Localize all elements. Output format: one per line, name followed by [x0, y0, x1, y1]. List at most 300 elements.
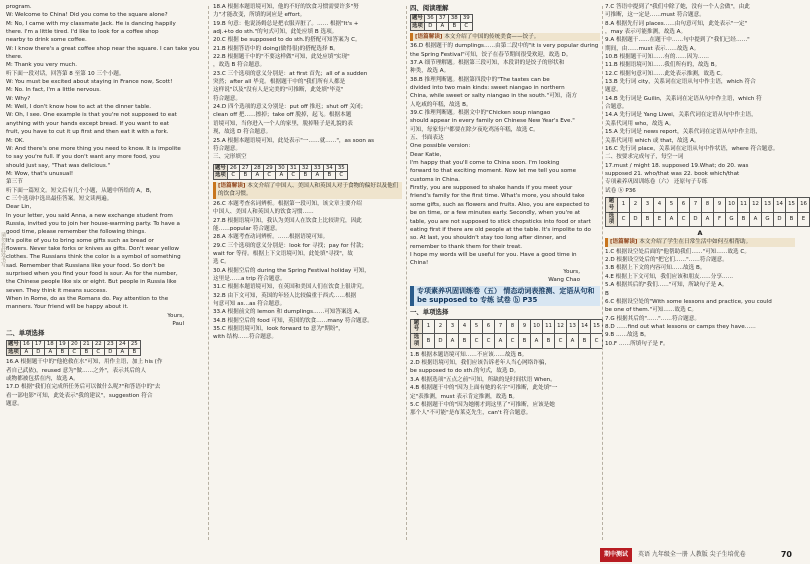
answer-cell: 21 [80, 340, 92, 348]
answer-cell: 16 [798, 197, 810, 212]
text-line: 17.D 根据"我们在完成所任务后可以做什么呢?"和答语中的"去 [6, 384, 161, 391]
answer-cell: C [618, 212, 630, 227]
text-line: manners. Your friend will be happy about it. [6, 304, 129, 311]
text-line: ，故选 B 符合题意。 [213, 62, 266, 69]
text-line: 三、完形填空 [213, 154, 247, 161]
text-line: 7.C 答语中提到了"我们中除了她，没有一个人会做"，由此 [605, 4, 750, 10]
text-line: 31.C 根据本题语境可知，在英国和美国人们在饮食上很讲究。 [213, 284, 368, 291]
answer-cell: 9 [519, 319, 531, 334]
answer-cell: D [435, 334, 447, 349]
footer-text: 英语 九年级全一册 人教版 尖子生培优卷 [637, 551, 746, 558]
answer-cell: 36 [424, 15, 436, 23]
answer-cell: 选项 [411, 334, 423, 349]
answer-cell: A [20, 348, 32, 356]
text-line: 13.B 先行词 city，关系词在定语从句中作主语，which 符合 [605, 79, 756, 86]
text-line: 期间，由……must 表示……故选 A。 [605, 45, 700, 52]
text-line: sad. Remember that Russians like your food. So don't be [6, 262, 165, 269]
text-line: should just say, "That was delicious." [6, 162, 111, 169]
answer-cell: 12 [750, 197, 762, 212]
answer-cell: C [471, 334, 483, 349]
answer-cell: 38 [448, 15, 460, 23]
text-line: 33.A 根据前文的 lemon 和 dumplings……可知答案选 A。 [213, 309, 364, 316]
answer-cell: 1 [618, 197, 630, 212]
text-line: 27.B 根据语境可知，我认为美国人在饮食上比较讲究，因此 [213, 217, 362, 224]
text-line: the Chinese people like six or eight. But people in Russia like [6, 279, 177, 286]
answer-cell: E [654, 212, 666, 227]
answer-cell: 4 [459, 319, 471, 334]
answer-cell: A [495, 334, 507, 349]
answer-cell: 3 [642, 197, 654, 212]
text-line: 11.B 根据语境可知……我们所有的，故选 B。 [605, 62, 721, 69]
answer-cell: B [239, 172, 251, 180]
text-line: W: Welcome to China! Did you come to the square alone? [6, 12, 168, 19]
answer-cell: 选项 [215, 172, 226, 179]
answer-cell: 30 [275, 164, 287, 172]
explanations [605, 248, 795, 348]
text-line: surprised when you find your food is sour. As for the number, [6, 271, 178, 277]
text-line: 5.C 根据题干中的"因为她刚才到这里了"可推断，应该是她 [410, 401, 555, 408]
answer-cell: D [424, 23, 436, 31]
answer-cell: 24 [116, 340, 128, 348]
answer-cell: A [251, 172, 263, 180]
answer-cell: 17 [32, 340, 44, 348]
column-3 [410, 3, 600, 418]
passage-note [213, 182, 402, 199]
text-line: 可知，每家每户都要在除夕夜吃鸡汤年糕，故选 C。 [410, 126, 539, 133]
text-line: 能……popular 符合题意。 [213, 225, 281, 232]
text-line: 14.B 先行词是 Guilin，关系词在定语从句中作主语，which 符 [605, 95, 762, 102]
text-line: 1.B 根据本题语境可知……不应该……故选 B。 [410, 351, 528, 358]
explanations [410, 351, 600, 418]
note-label: [语篇解读] [610, 239, 638, 246]
text-line: clean off 把……擦掉；take off 脱掉，起飞。根据本题 [213, 112, 352, 119]
column-divider [602, 6, 603, 540]
answer-cell: A [116, 348, 128, 356]
answer-cell: A [275, 172, 287, 180]
text-line: 37.A 细节理解题。根据第三段可知，本段讲的是饺子的形状和 [410, 59, 565, 66]
text-line: M: No. In fact, I'm a little nervous. [6, 87, 101, 94]
answer-cell: 7 [690, 197, 702, 212]
text-line: 句意可知 as…as 符合题意。 [213, 300, 286, 307]
text-line: wait for 等待。根据上下文语境可知，此处填"寻找"，故 [213, 250, 354, 257]
answer-cell: 题号 [215, 164, 226, 171]
answer-cell: 10 [531, 319, 543, 334]
answer-cell: A [567, 334, 579, 349]
text-line: ，may 表示可能推测，故选 A。 [605, 29, 687, 36]
answer-cell: 15 [786, 197, 798, 212]
text-line: 5.A 根据其后的"我们……"可知，所缺句子是 A。 [605, 282, 728, 289]
text-line: 35.C 根据语境可知，look forward to 意为"期盼"， [213, 325, 344, 332]
text-line: 14.A 先行词是 Yang Liwei，关系代词在定语从句中作主语， [605, 112, 757, 119]
text-line: seven. They think it means success. [6, 287, 108, 294]
text-line: so. At last, you shouldn't stay too long after dinner, and [410, 235, 567, 242]
explanations [605, 3, 795, 187]
answer-cell: 14 [774, 197, 786, 212]
explanations [6, 358, 204, 408]
answer-cell: B [423, 334, 435, 349]
text-line: adj.+to do sth."的句式可知，此处应填 B 选项。 [213, 29, 338, 36]
letter-sign-off: Yours, [167, 312, 184, 319]
answer-cell: C [68, 348, 80, 356]
text-line: M: Wow, that's unusual! [6, 170, 74, 177]
text-line: remember to thank them for their treat. [410, 243, 523, 250]
text-line: 现，故选 D 符合题意。 [213, 129, 272, 136]
answer-cell: A [531, 334, 543, 349]
text-line: Dear Katie, [410, 151, 442, 158]
text-line: 10.B 根据题干可知……有的……因为…… [605, 54, 710, 61]
text-line: should appear in every family on Chinese New Year's Eve." [410, 118, 575, 125]
text-line: 4.E 根据上下文可知，我们应该和朋友……分享…… [605, 273, 734, 280]
answer-cell: C [263, 172, 275, 180]
answer-cell: A [702, 212, 714, 227]
answer-cell: 11 [738, 197, 750, 212]
answer-cell: C [483, 334, 495, 349]
listening-transcript [6, 3, 204, 312]
answer-cell: C [287, 172, 299, 180]
note-text: 本文介绍了学生在日常生活中如何互相帮助。 [639, 239, 752, 246]
text-line: One possible version: [410, 143, 471, 150]
text-line: 28.A 本题考查动词辨析。……根据语境可知。 [213, 234, 329, 241]
column-divider [208, 6, 209, 540]
answer-cell: E [798, 212, 810, 227]
text-line: customs in China. [410, 176, 460, 183]
text-line: 24.D 四个选项的意义分别是：put off 推迟；shut off 关闭； [213, 104, 367, 111]
text-line: 9.B ……故选 B。 [605, 332, 650, 339]
text-line: W: You must be excited about staying in France now, Scott! [6, 79, 173, 86]
letter-sign-off: Yours, [563, 268, 580, 275]
answer-cell: D [690, 212, 702, 227]
answer-cell: C [460, 23, 472, 31]
answer-cell: A [311, 172, 323, 180]
banner-ref: 试卷 ⓑ P35 [496, 296, 538, 305]
text-line: 五、书面表达 [410, 135, 444, 142]
text-line: 26.C 本题考查名词辨析。根据第一段可知，该文章主要介绍 [213, 200, 362, 207]
answer-cell: C [92, 348, 104, 356]
text-line: 25.A 根据本题语境可知，此处表示"一……就……"，as soon as [213, 137, 375, 144]
text-line: 39.C 推理判断题。根据文中的"Chicken soup niangao [410, 110, 551, 117]
text-line: China! [410, 260, 429, 267]
text-line: 23.C 三个选项的意义分别是：at first 首先；all of a sudden [213, 70, 368, 77]
text-line: 力"才能改变，所填的词应是 effort。 [213, 12, 306, 19]
answer-cell: 28 [251, 164, 263, 172]
column-2 [213, 3, 402, 342]
text-line: 人吃咸的年糕，故选 B。 [410, 101, 472, 108]
answer-cell: B [56, 348, 68, 356]
note-label: [语篇解读] [415, 33, 443, 40]
answer-cell: C [507, 334, 519, 349]
answer-cell: 题号 [411, 319, 423, 334]
answer-table [605, 197, 810, 227]
text-line: 34.B 根据空后的 food 可知，英国的饮食……many 符合题意。 [213, 317, 373, 324]
passage-note [410, 33, 600, 41]
text-line: 36.D 根据题干的 dumplings……由第二段中的"it is very popular during [410, 43, 599, 50]
text-line: divided into two main kinds: sweet niangao in northern [410, 85, 565, 91]
text-line: M: Well, I don't know how to act at the dinner table. [6, 104, 152, 111]
answer-cell: D [630, 212, 642, 227]
text-line: anything with your hands except bread. If you want to eat [6, 120, 169, 127]
text-line: 4.B 根据题干中的"因为上面有她的名字"可推断，此处填"一 [410, 385, 558, 392]
text-line: 者自己武依)，reused 意为"做……之外"，表示其后的人 [6, 367, 147, 374]
answer-cell: 10 [726, 197, 738, 212]
text-line: 看一部电影"可知，此处表示"我的建议"，suggestion 符合 [6, 392, 153, 399]
part-label: A [697, 229, 703, 238]
text-line: 21.B 根据答语中的 doing(做得很)的搭配选择 B。 [213, 45, 339, 52]
answer-cell: C [591, 334, 603, 349]
answer-table [410, 14, 473, 31]
answer-cell: D [774, 212, 786, 227]
text-line: 那个人"不可能"是布莱克先生，can't 符合题意。 [410, 410, 532, 417]
text-line: 语境可知，当你进入一个人的家里，脱掉鞋子是礼貌的表 [213, 120, 353, 127]
answer-cell: 27 [239, 164, 251, 172]
text-line: 这样说"以及"没有人是完美的"可推断，此处填"毕竟" [213, 87, 344, 94]
text-line: 6.C 根据设空处的"With some lessons and practice, you could [605, 298, 772, 305]
text-line: 第三节 [6, 179, 23, 186]
text-line: there. [6, 54, 23, 61]
text-line: flowers. Never take forks or knives as gifts. Don't wear yellow [6, 245, 179, 252]
text-line: 18.A 根据本题语境可知，他的不好的饮食习惯需要许多"努 [213, 4, 359, 10]
text-line: 或物都被包括在内，故选 A。 [6, 376, 79, 383]
answer-cell: 5 [666, 197, 678, 212]
answer-cell: 8 [507, 319, 519, 334]
text-line: 22.B 根据题干中的"不要这样做"可知，此处应填"实现" [213, 54, 350, 61]
text-line: 题意。 [605, 87, 622, 94]
text-line: Firstly, you are supposed to shake hands if you meet your [410, 185, 573, 192]
answer-cell: 9 [714, 197, 726, 212]
answer-cell: 4 [654, 197, 666, 212]
answer-cell: 选项 [606, 212, 618, 227]
answer-cell: 15 [591, 319, 603, 334]
text-line: forward to that exciting moment. Now let me tell you some [410, 168, 577, 175]
answer-cell: B [519, 334, 531, 349]
answer-cell: 34 [323, 164, 335, 172]
text-line: the Spring Festival"可知，饺子在春节期间很受欢迎，故选 D。 [410, 51, 572, 58]
note-text: 本文介绍了中国的传统美食——饺子。 [444, 33, 540, 40]
explanations [213, 200, 402, 342]
text-line: 17.must / might 18. supposed 19.What; do 20. was [605, 162, 749, 169]
answer-cell: 8 [702, 197, 714, 212]
text-line: 这里是……a trip 符合题意。 [213, 275, 286, 282]
explanations [213, 3, 402, 162]
text-line: 2.D 根据语境可知，我们应该告诉老年人当心网络诈骗， [410, 360, 551, 367]
text-line: 关系代词用 which 或 that，故选 A。 [605, 137, 700, 144]
text-line: 29.C 三个选项的意义分别是：look for 寻找；pay for 付款； [213, 242, 368, 249]
section-title: 四、阅读理解 [410, 4, 449, 12]
answer-cell: 选项 [412, 23, 423, 30]
text-line: 突然；after all 毕竟。根据题干中的"我们所有人都是 [213, 79, 346, 86]
answer-cell: C [335, 172, 347, 180]
letter-signature: Paul [172, 321, 184, 328]
text-line: M: OK. [6, 137, 25, 144]
text-line: good time, please remember the following things. [6, 229, 147, 236]
answer-cell: 7 [495, 319, 507, 334]
answer-cell: B [642, 212, 654, 227]
text-line: 16.C 先行词 place，关系词在定语从句中作状语，where 符合题意。 [605, 145, 779, 152]
text-line: W: I know there's a great coffee shop near the square. I can take you [6, 45, 200, 52]
text-line: W: Oh, I see. One example is that you're not supposed to eat [6, 112, 177, 119]
text-line: 选 C。 [213, 259, 230, 266]
answer-cell: 13 [762, 197, 774, 212]
text-line: M: Thank you very much. [6, 62, 78, 69]
text-line: be one of them."可知……故选 C。 [605, 307, 697, 314]
answer-cell: 题号 [412, 15, 423, 22]
answer-cell: D [104, 348, 116, 356]
text-line: B [605, 290, 609, 297]
answer-cell: 题号 [606, 197, 618, 212]
text-line: fruit, you have to cut it up first and then eat it with a fork. [6, 129, 169, 136]
answer-cell: C [227, 172, 239, 180]
text-line: 关系代词用 who，故选 A。 [605, 120, 675, 127]
text-line: 8.D ……find out what lessons or camps they have…… [605, 323, 756, 330]
note-text: 本文介绍了中国人、美国人和英国人对于食物的偏好以及他们的饮食习惯。 [218, 183, 399, 198]
text-line: 符合题意。 [213, 95, 241, 102]
answer-table [410, 319, 603, 349]
answer-cell: 2 [435, 319, 447, 334]
text-line: there. I'm a little tired. I'd like to look for a coffee shop [6, 29, 159, 36]
page-number: 70 [780, 550, 792, 559]
column-1 [6, 3, 204, 408]
text-line: I'm happy that you'll come to China soon. I'm looking [410, 160, 560, 167]
answer-cell: D [32, 348, 44, 356]
answer-cell: 1 [423, 319, 435, 334]
text-line: table, you are not supposed to stick chopsticks into food or start [410, 218, 591, 225]
answer-cell: 5 [471, 319, 483, 334]
text-line: 8.A 根据先行词 places……由句意可知，此处表示"一定" [605, 20, 748, 27]
answer-cell: A [666, 212, 678, 227]
answer-cell: 3 [447, 319, 459, 334]
text-line: When in Rome, do as the Romans do. Pay attention to the [6, 296, 169, 303]
answer-cell: 12 [555, 319, 567, 334]
text-line: 专项素养巩固训练卷（六） 还原句子专练 [605, 179, 708, 186]
text-line: eating first if there are old people at the table. It's impolite to do [410, 226, 591, 233]
answer-cell: B [786, 212, 798, 227]
answer-cell: 35 [335, 164, 347, 172]
text-line: be on time, or a few minutes early. Secondly, when you're at [410, 210, 581, 217]
answer-cell: 选项 [8, 348, 19, 355]
text-line: 可推断，这一定是……must 符合题意。 [605, 12, 705, 19]
text-line: to say you're full. If you don't want any more food, you [6, 154, 160, 161]
answer-cell: 37 [436, 15, 448, 23]
answer-cell: 18 [44, 340, 56, 348]
answer-cell: 6 [678, 197, 690, 212]
text-line: 9.A 根据题干……在题干中……句中提到了"我们已经……" [605, 37, 750, 44]
text-line: 2.D 根据设空处后的"把它们……"……符合题意。 [605, 257, 728, 264]
banner-ref: 试卷 ⓑ P36 [605, 187, 636, 194]
answer-cell: 6 [483, 319, 495, 334]
answer-cell: B [738, 212, 750, 227]
text-line: 10.F ……所填句子是 F。 [605, 340, 669, 347]
text-line: 3.B 根据上下文的内容可知……故选 B。 [605, 265, 706, 272]
answer-cell: B [579, 334, 591, 349]
text-line: C 三个选项中选出最佳答案。短文读两遍。 [6, 195, 113, 202]
answer-cell: 2 [630, 197, 642, 212]
footer-badge: 期中测试 [600, 548, 632, 562]
answer-cell: 29 [263, 164, 275, 172]
practice-banner [410, 286, 600, 306]
answer-cell: 25 [128, 340, 140, 348]
text-line: friend's family for the first time. What's more, you should take [410, 193, 585, 200]
text-line: In your letter, you said Anna, a new exchange student from [6, 212, 173, 219]
note-label: [语篇解读] [218, 183, 246, 190]
answer-cell: B [448, 23, 460, 31]
answer-cell: 14 [579, 319, 591, 334]
answer-cell: A [44, 348, 56, 356]
answer-table [213, 164, 348, 181]
passage-note [605, 238, 795, 246]
answer-cell: 22 [92, 340, 104, 348]
text-line: 1.C 根据设空处后面的"他帮助我们……"可知……故选 C。 [605, 248, 750, 255]
page-footer [600, 548, 796, 562]
answer-cell: 39 [460, 15, 472, 23]
text-line: It's polite of you to bring some gifts such as bread or [6, 237, 154, 244]
text-line: Russia, invited you to join her house-warming party. To have a [6, 220, 180, 227]
text-line: 题意。 [6, 401, 23, 408]
banner-title: 专项素养巩固训练卷（五） 情态动词表推测、定语从句和 be supposed to 专练 [417, 287, 595, 305]
answer-cell: G [762, 212, 774, 227]
text-line: 30.A 根据空后的 during the Spring Festival holiday 可知， [213, 267, 370, 274]
text-line: nearby to drink some coffee. [6, 37, 87, 44]
text-line: 3.A 根据选项"五点之前"可知，所缺的是时间状语 When。 [410, 376, 556, 383]
answer-cell: 16 [20, 340, 32, 348]
text-line: 听下面一篇短文。短文后有几个小题，从题中所给的 A，B， [6, 187, 156, 194]
answer-cell: 19 [56, 340, 68, 348]
text-line: W: And there's one more thing you need to know. It is impolite [6, 145, 181, 152]
answer-cell: A [750, 212, 762, 227]
section-title: 二、单项选择 [6, 329, 45, 338]
text-line: 符合题意。 [213, 145, 241, 152]
answer-cell: B [543, 334, 555, 349]
letter-signature: Wang Chao [548, 276, 580, 283]
answer-cell: B [128, 348, 140, 356]
text-line: I hope my words will be useful for you. Have a good time in [410, 251, 577, 258]
column-4 [605, 3, 807, 348]
text-line: supposed 21. who/that was 22. book which/that [605, 170, 740, 177]
text-line: 19.B 句意：他说汤姆总是把衣服弄脏了。…… 根据"It's + [213, 20, 359, 27]
text-line: China, while sweet or salty niangao in the south."可知，南方 [410, 93, 578, 100]
answer-cell: 31 [287, 164, 299, 172]
answer-table [6, 340, 141, 357]
text-line: 听下面一段对话，回答第 8 至第 10 三个小题。 [6, 70, 125, 77]
answer-cell: 32 [299, 164, 311, 172]
section-title: 一、单项选择 [410, 308, 449, 317]
answer-cell: C [555, 334, 567, 349]
text-line: 合题意。 [605, 104, 628, 111]
text-line: 定"表推测，must 表示肯定推测，故选 B。 [410, 393, 518, 400]
text-line: 20.C 根据 be supposed to do sth.的搭配可知答案为 C。 [213, 37, 361, 44]
text-line: with 结构……符合题意。 [213, 334, 277, 341]
text-line: M: No, I came with my classmate Jack. He is dancing happily [6, 20, 176, 27]
answer-cell: 题号 [8, 340, 19, 347]
answer-cell: A [436, 23, 448, 31]
text-line: 38.B 推理判断题。根据第四段中的"The tastes can be [410, 76, 550, 83]
answer-cell: C [678, 212, 690, 227]
answer-cell: 11 [543, 319, 555, 334]
text-line: 中国人、美国人和英国人的饮食习惯…… [213, 209, 314, 216]
answer-cell: B [323, 172, 335, 180]
answer-cell: 26 [227, 164, 239, 172]
answer-cell: B [80, 348, 92, 356]
answer-cell: B [299, 172, 311, 180]
text-line: W: Why? [6, 95, 31, 102]
text-line: 种类，故选 A。 [410, 68, 450, 75]
column-divider [406, 6, 407, 540]
answer-cell: 33 [311, 164, 323, 172]
explanations [410, 42, 600, 267]
text-line: be supposed to do sth.的句式，故选 D。 [410, 368, 520, 375]
text-line: 二、按要求完成句子，每空一词 [605, 154, 684, 161]
text-line: 32.B 由下文可知，英国的年轻人比较偏重于西式……根据 [213, 292, 357, 299]
side-margin-text: 请勿在此处书写 [0, 232, 6, 267]
text-line: program. [6, 4, 32, 10]
